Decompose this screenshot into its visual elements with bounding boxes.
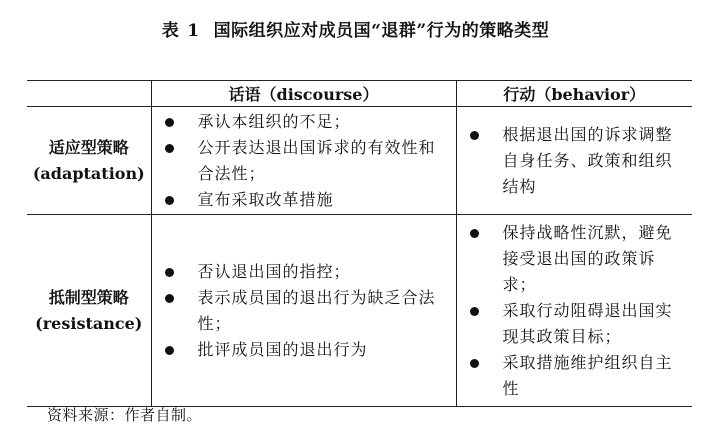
row-header-adaptation <box>27 107 151 215</box>
bullet-icon <box>165 346 174 355</box>
list-item: 采取行动阻碍退出国实现其政策目标； <box>457 298 693 350</box>
row-name-en: (resistance) <box>35 313 143 333</box>
bullet-icon <box>165 268 174 277</box>
table-title-text: 国际组织应对成员国“退群”行为的策略类型 <box>213 21 550 41</box>
bullet-icon <box>165 144 174 153</box>
list-item: 保持战略性沉默，避免接受退出国的政策诉求； <box>457 220 693 298</box>
behavior-cell <box>456 107 692 215</box>
table-row <box>27 215 692 407</box>
bullet-icon <box>165 196 174 205</box>
bullet-icon <box>165 118 174 127</box>
row-header-resistance <box>27 215 151 407</box>
row-name-en: (adaptation) <box>32 163 145 183</box>
bullet-icon <box>470 229 479 238</box>
column-header-behavior: 行动（behavior） <box>456 81 692 107</box>
bullet-icon <box>470 307 479 316</box>
table-title-number: 1 <box>187 21 200 41</box>
bullet-icon <box>165 294 174 303</box>
row-name-zh: 适应型策略 <box>48 137 129 157</box>
table-header-row <box>27 81 692 107</box>
column-header-blank <box>27 81 151 107</box>
row-name-zh: 抵制型策略 <box>48 287 129 307</box>
discourse-cell <box>151 215 456 407</box>
bullet-icon <box>470 359 479 368</box>
bullet-icon <box>470 131 479 140</box>
discourse-cell <box>151 107 456 215</box>
list-item: 根据退出国的诉求调整自身任务、政策和组织结构 <box>457 122 693 200</box>
table-row <box>27 107 692 215</box>
list-item: 宣布采取改革措施 <box>152 187 456 213</box>
table-title-label: 表 <box>161 21 180 41</box>
table-title <box>0 16 711 41</box>
list-item: 采取措施维护组织自主性 <box>457 350 693 402</box>
list-item: 批评成员国的退出行为 <box>152 337 456 363</box>
list-item: 否认退出国的指控； <box>152 259 456 285</box>
list-item: 公开表达退出国诉求的有效性和合法性； <box>152 135 456 187</box>
source-note: 资料来源：作者自制。 <box>47 406 203 424</box>
list-item: 表示成员国的退出行为缺乏合法性； <box>152 285 456 337</box>
list-item: 承认本组织的不足； <box>152 109 456 135</box>
column-header-discourse: 话语（discourse） <box>151 81 456 107</box>
strategy-table <box>27 80 692 407</box>
behavior-cell <box>456 215 692 407</box>
